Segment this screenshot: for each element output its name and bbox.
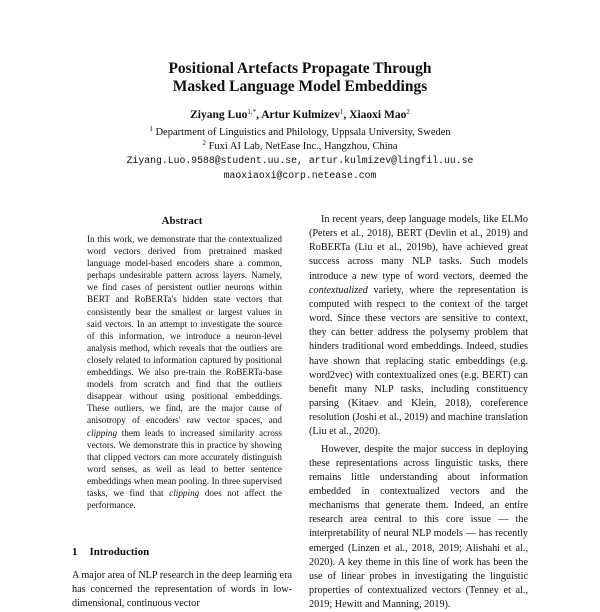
paragraph-text: variety, where the representation is computed with respect to the context of the target word. Since these vectors are sensitive to context, they can better address the polysemy problem that hinders traditional word embeddings. Indeed, studies have shown that replacing static embeddings (e.g. word2vec) with contextualized ones (e.g. BERT) can benefit many NLP tasks, including constituency parsing (Kitaev and Klein, 2018), coreference resolution (Joshi et al., 2019) and machine translation (Liu et al., 2020).: [309, 285, 528, 438]
affiliation-text: Fuxi AI Lab, NetEase Inc., Hangzhou, China: [209, 141, 398, 152]
paragraph: [309, 213, 528, 440]
author-name: Artur Kulmizev: [261, 109, 340, 121]
affiliation-mark: 2: [202, 139, 206, 147]
abstract-text-part: In this work, we demonstrate that the contextualized word vectors derived from pretrained masked language model-based encoders share a common, perhaps undesirable pattern across layers. Namely, we find cases of persistent outlier neurons within BERT and RoBERTa's hidden state vectors that consistently bear the smallest or largest values in said vectors. In an attempt to investigate the source of this information, we introduce a neuron-level analysis method, which reveals that the outliers are closely related to information captured by positional embeddings. We also pre-train the RoBERTa-base models from scratch and find that the outliers disappear without using positional embeddings. These outliers, we find, are the major cause of anisotropy of encoders' raw vector spaces, and: [87, 234, 282, 425]
author-mark: 1: [340, 108, 344, 116]
introduction-heading: [72, 546, 149, 558]
email-line-2: maoxiaoxi@corp.netease.com: [0, 170, 600, 181]
introduction-body: A major area of NLP research in the deep learning era has concerned the representation of words in low-dimensional, continuous vector: [72, 569, 292, 612]
abstract-body: [87, 233, 282, 511]
abstract-text-part: them leads to increased similarity across vectors. We demonstrate this in practice by showing that clipped vectors can more accurately distinguish word senses, as well as lead to better sentence embeddings when mean pooling. In three supervised tasks, we find that: [87, 428, 282, 498]
affiliation-text: Department of Linguistics and Philology, Uppsala University, Sweden: [155, 127, 450, 138]
abstract-heading: Abstract: [72, 215, 292, 227]
abstract-text-part: does not affect the performance.: [87, 488, 282, 510]
author-mark: 1,*: [247, 108, 256, 116]
affiliation-1: [0, 125, 600, 138]
section-number: 1: [72, 546, 78, 558]
author-name: Ziyang Luo: [190, 109, 247, 121]
author-list: Ziyang Luo$^{1,*}$, Artur Kulmizev$^1$, Xiaoxi Mao$^2$: [0, 108, 600, 121]
affiliation-2: [0, 139, 600, 152]
affiliation-mark: 1: [149, 125, 153, 133]
email-line-1: Ziyang.Luo.9588@student.uu.se, artur.kulmizev@lingfil.uu.se: [0, 155, 600, 166]
abstract-italic-term: clipping: [169, 488, 199, 498]
right-column-body: [309, 213, 528, 612]
paper-title: [0, 60, 600, 96]
paragraph-text: In recent years, deep language models, like ELMo (Peters et al., 2018), BERT (Devlin et al., 2019) and RoBERTa (Liu et al., 2019b), have achieved great success across many NLP tasks. Such models introduce a new type of word vectors, deemed the: [309, 214, 528, 282]
italic-term: contextualized: [309, 285, 368, 296]
title-line-2: Masked Language Model Embeddings: [0, 78, 600, 96]
title-line-1: Positional Artefacts Propagate Through: [0, 60, 600, 78]
abstract-italic-term: clipping: [87, 428, 117, 438]
author-mark: 2: [406, 108, 410, 116]
paragraph: However, despite the major success in deploying these representations across linguistic tasks, there remains little understanding about information embedded in contextualized vectors and the mechanisms that generate them. Indeed, an entire research area central to this core issue — the interpretability of neural NLP models — has recently emerged (Linzen et al., 2018, 2019; Alishahi et al., 2020). A key theme in this line of work has been the use of linear probes in investigating the linguistic properties of contextualized vectors (Tenney et al., 2019; Hewitt and Manning, 2019).: [309, 443, 528, 612]
author-name: Xiaoxi Mao: [349, 109, 406, 121]
section-title: Introduction: [90, 546, 150, 558]
